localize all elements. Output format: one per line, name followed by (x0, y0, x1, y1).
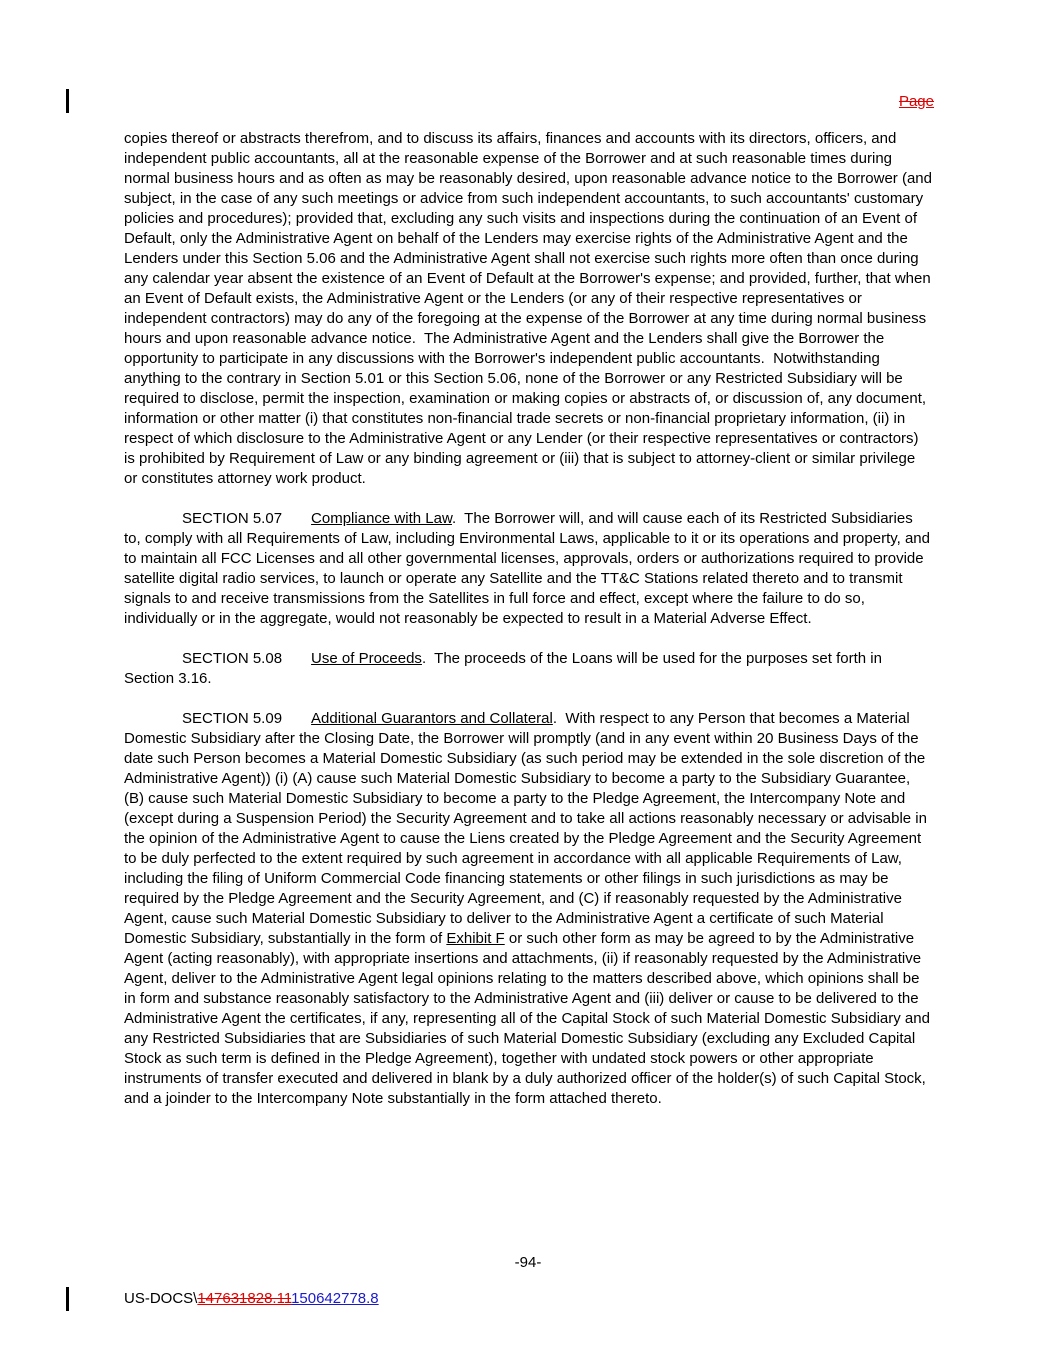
document-body (124, 129, 937, 1129)
section-heading: Use of Proceeds (311, 650, 422, 667)
exhibit-f-reference: Exhibit F (446, 930, 505, 947)
section-5-09-paragraph (124, 709, 935, 1109)
header-page-label-deleted: Page (898, 93, 934, 110)
page-number: -94- (514, 1254, 542, 1271)
continuation-paragraph: copies thereof or abstracts therefrom, and to discuss its affairs, finances and accounts with its directors, officers, and independent public accountants, all at the reasonable expense of the Borrower and at such reasonable times during normal business hours and as often as may be reasonably desired, upon reasonable advance notice to the Borrower (and subject, in the case of any such meetings or advice from such independent accountants, to such accountants' customary policies and procedures); provided that, excluding any such visits and inspections during the continuation of an Event of Default, only the Administrative Agent on behalf of the Lenders may exercise rights of the Administrative Agent and the Lenders under this Section 5.06 and the Administrative Agent shall not exercise such rights more often than once during any calendar year absent the existence of an Event of Default at the Borrower's expense; and provided, further, that when an Event of Default exists, the Administrative Agent or the Lenders (or any of their respective representatives or independent contractors) may do any of the foregoing at the expense of the Borrower at any time during normal business hours and upon reasonable advance notice. The Administrative Agent and the Lenders shall give the Borrower the opportunity to participate in any discussions with the Borrower's independent public accountants. Notwithstanding anything to the contrary in Section 5.01 or this Section 5.06, none of the Borrower or any Restricted Subsidiary will be required to disclose, permit the inspection, examination or making copies or abstracts of, or discussion of, any document, information or other matter (i) that constitutes non-financial trade secrets or non-financial proprietary information, (ii) in respect of which disclosure to the Administrative Agent or any Lender (or their respective representatives or contractors) is prohibited by Requirement of Law or any binding agreement or (iii) that is subject to attorney-client or similar privilege or constitutes attorney work product. (124, 130, 937, 487)
change-bar-bottom (66, 1287, 69, 1311)
section-5-07-paragraph (124, 509, 935, 629)
section-5-08-paragraph (124, 649, 932, 689)
section-number: SECTION 5.08 (182, 650, 283, 667)
section-heading: Compliance with Law (311, 510, 452, 527)
section-text: . The proceeds of the Loans will be used for the purposes set forth in Section 3.16. (124, 650, 887, 687)
doc-id-inserted: 150642778.8 (291, 1290, 379, 1307)
section-text: . With respect to any Person that becomes a Material Domestic Subsidiary after the Closing Date, the Borrower will promptly (and in any event within 20 Business Days of the date such Person becomes a Material Domestic Subsidiary (as such period may be extended in the sole discretion of the Administrative Agent)) (i) (A) cause such Material Domestic Subsidiary to become a party to the Subsidiary Guarantee, (B) cause such Material Domestic Subsidiary to become a party to the Pledge Agreement, the Intercompany Note and (except during a Suspension Period) the Security Agreement and to take all actions reasonably necessary or advisable in the opinion of the Administrative Agent to cause the Liens created by the Pledge Agreement and the Security Agreement to be duly perfected to the extent required by such agreement in accordance with all applicable Requirements of Law, including the filing of Uniform Commercial Code financing statements or other filings in such jurisdictions as may be required by the Pledge Agreement and the Security Agreement, and (C) if reasonably requested by the Administrative Agent, cause such Material Domestic Subsidiary to deliver to the Administrative Agent a certificate of such Material Domestic Subsidiary, substantially in the form of (124, 710, 932, 947)
section-heading: Additional Guarantors and Collateral (311, 710, 553, 727)
change-bar-top (66, 89, 69, 113)
section-text: or such other form as may be agreed to by the Administrative Agent (acting reasonably), with appropriate insertions and attachments, (ii) if reasonably requested by the Administrative Agent, deliver to the Administrative Agent legal opinions relating to the matters described above, which opinions shall be in form and substance reasonably satisfactory to the Administrative Agent and (iii) deliver or cause to be delivered to the Administrative Agent the certificates, if any, representing all of the Capital Stock of such Material Domestic Subsidiary and any Restricted Subsidiaries that are Subsidiaries of such Material Domestic Subsidiary (excluding any Excluded Capital Stock as such term is defined in the Pledge Agreement), together with undated stock powers or other appropriate instruments of transfer executed and delivered in blank by a duly authorized officer of the holder(s) of such Capital Stock, and a joinder to the Intercompany Note substantially in the form attached thereto. (124, 930, 935, 1107)
section-number: SECTION 5.07 (182, 510, 283, 527)
footer-document-id (124, 1289, 379, 1309)
doc-id-deleted: 147631828.11 (197, 1290, 292, 1307)
doc-id-prefix: US-DOCS\ (124, 1290, 198, 1307)
section-number: SECTION 5.09 (182, 710, 283, 727)
section-text: . The Borrower will, and will cause each of its Restricted Subsidiaries to, comply with all Requirements of Law, including Environmental Laws, applicable to it or its operations and property, and to maintain all FCC Licenses and all other governmental licenses, approvals, orders or authorizations required to provide satellite digital radio services, to launch or operate any Satellite and the TT&C Stations related thereto and to transmit signals to and receive transmissions from the Satellites in full force and effect, except where the failure to do so, individually or in the aggregate, would not reasonably be expected to result in a Material Adverse Effect. (124, 510, 935, 627)
